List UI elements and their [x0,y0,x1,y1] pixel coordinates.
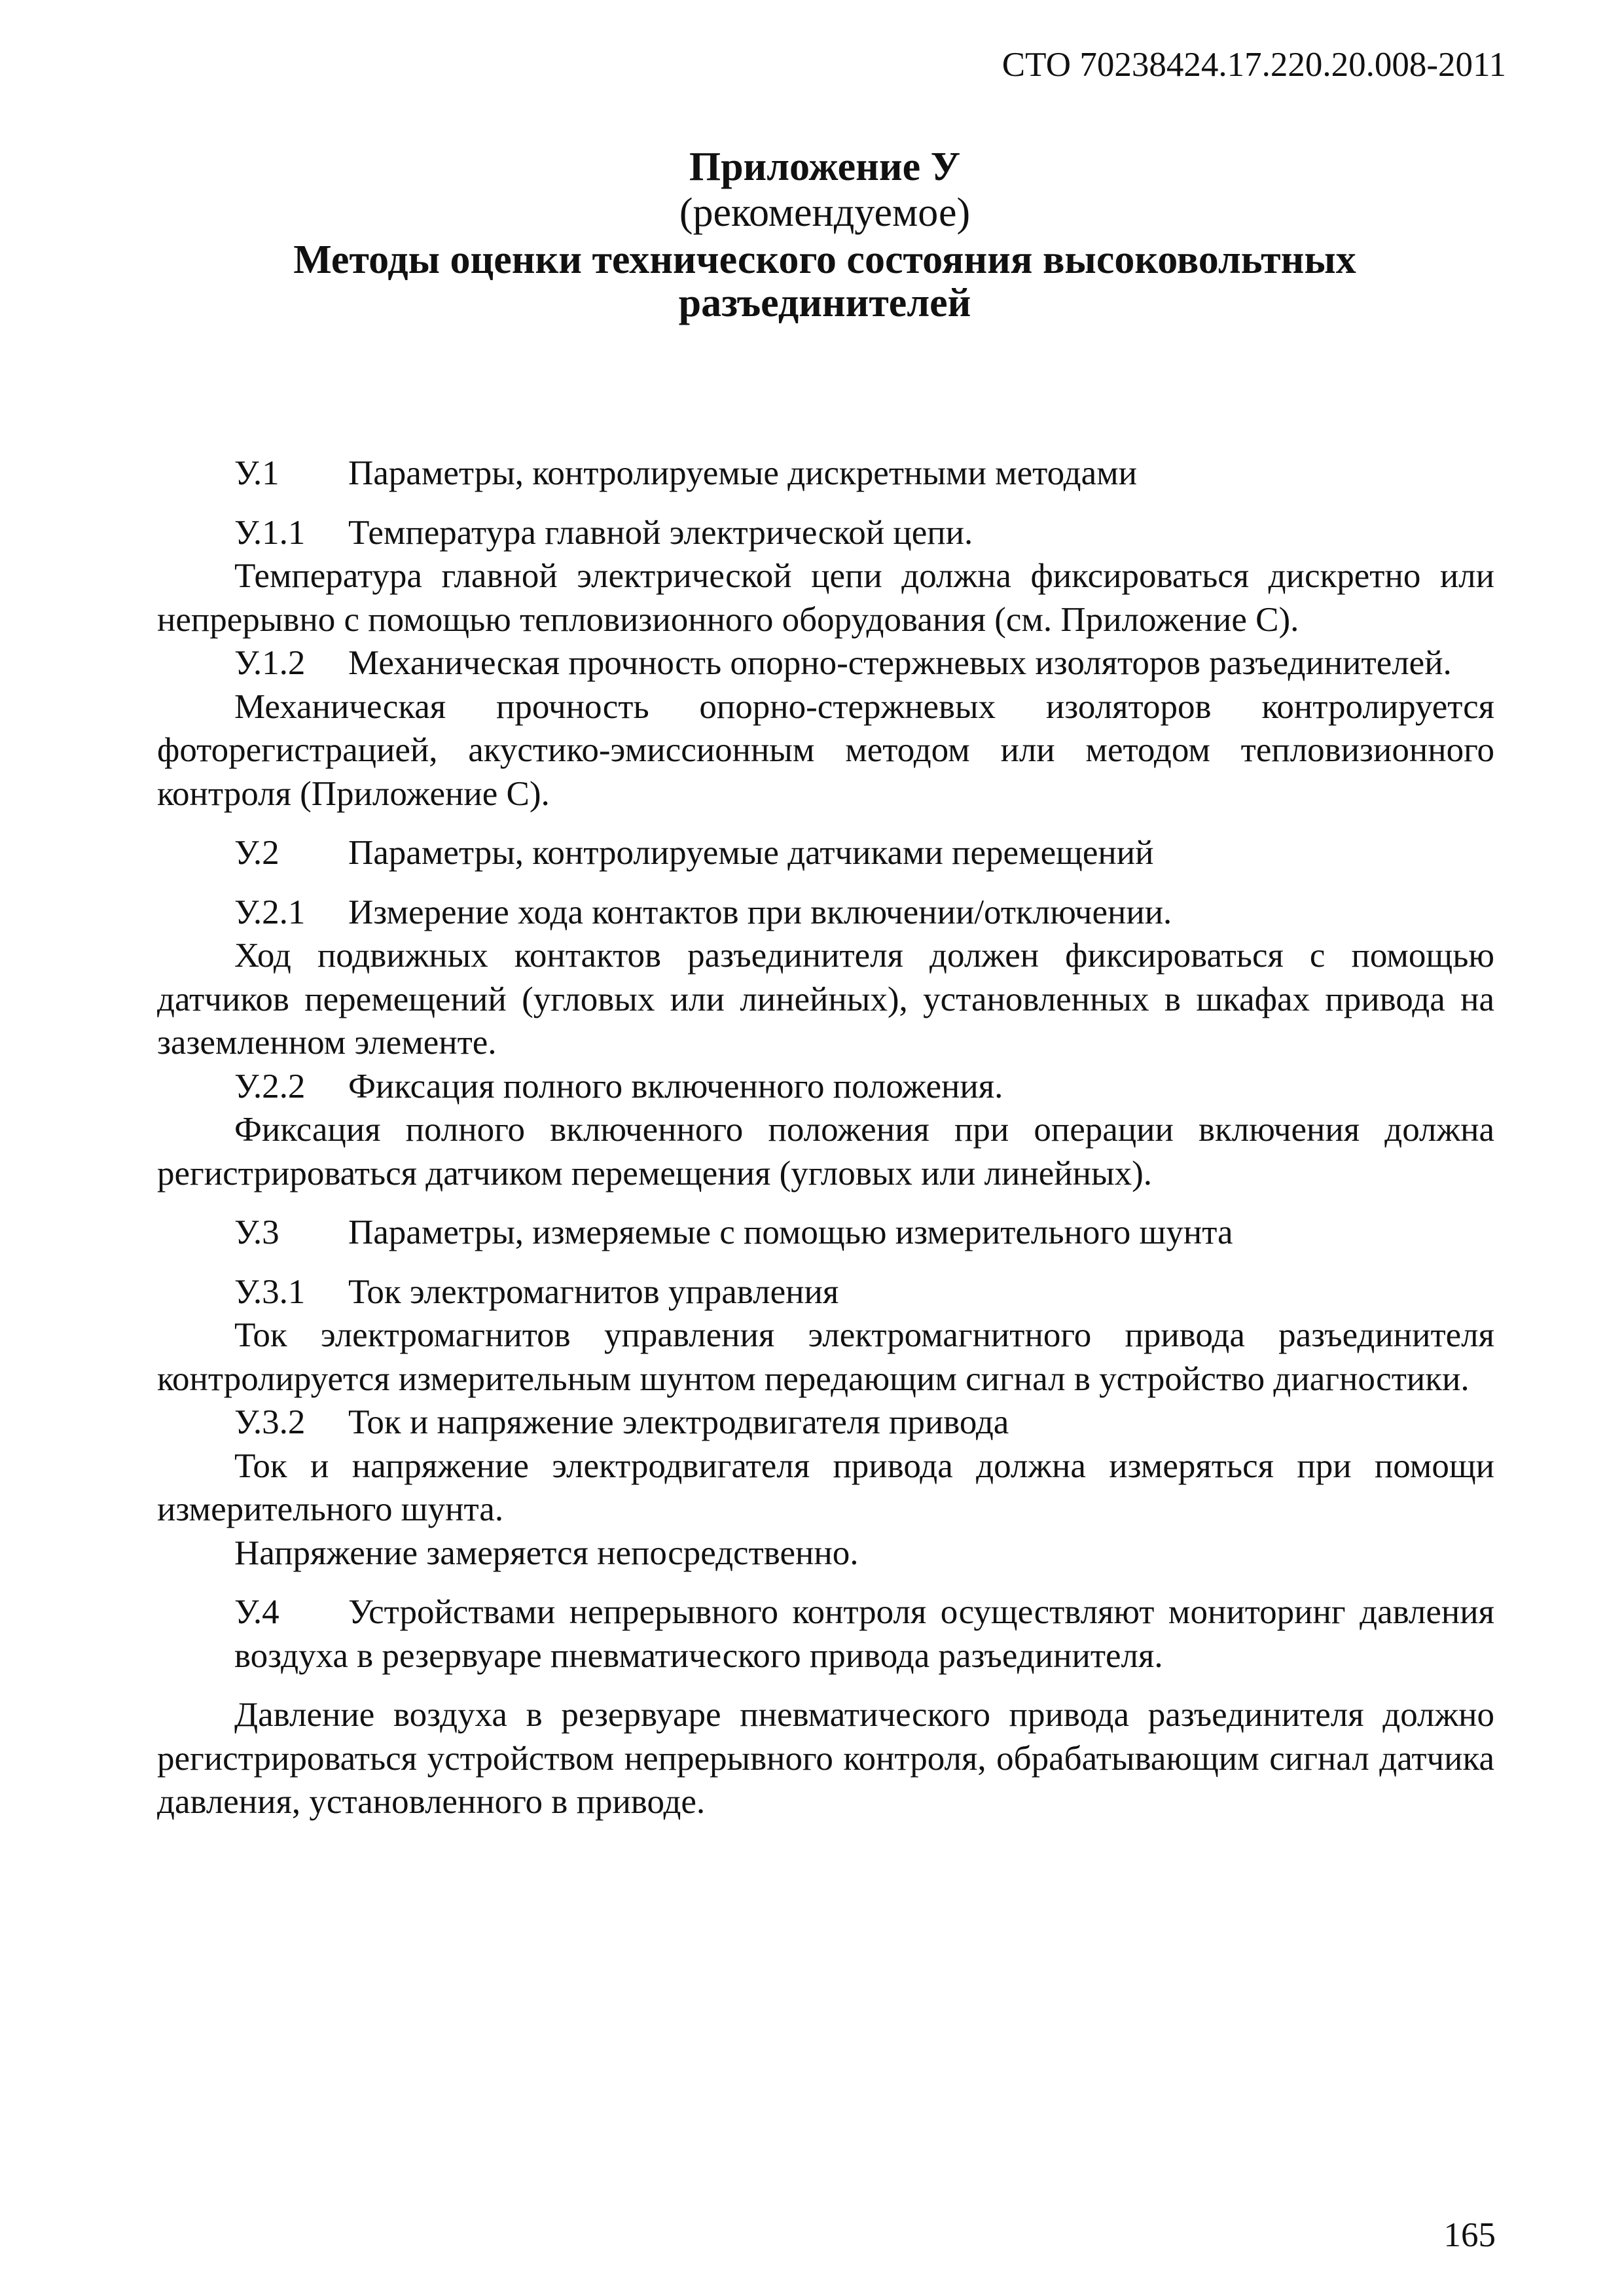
section-title: Устройствами непрерывного контроля осуществляют мониторинг давления воздуха в резервуаре пневматического привода разъединителя. [234,1593,1494,1675]
paragraph-u4: Давление воздуха в резервуаре пневматического привода разъединителя должно регистрироваться устройством непрерывного контроля, обрабатывающим сигнал датчика давления, установленного в приводе. [157,1696,1494,1821]
section-title: Параметры, измеряемые с помощью измерительного шунта [348,1213,1233,1251]
appendix-status: (рекомендуемое) [679,190,971,235]
section-number: У.4 [234,1593,280,1631]
subsection-heading-u2-1 [157,891,1494,935]
subsection-number: У.3.2 [234,1403,306,1441]
document-body [157,452,1494,1824]
subsection-title: Температура главной электрической цепи. [348,513,973,552]
paragraph-u3-2: Ток и напряжение электродвигателя привода должна измеряться при помощи измерительного шунта. [157,1446,1494,1528]
subsection-heading-u1-2 [157,641,1494,685]
subsection-title: Фиксация полного включенного положения. [348,1067,1003,1105]
appendix-label: Приложение У [689,145,961,189]
section-heading-u3 [157,1211,1494,1255]
subsection-title: Измерение хода контактов при включении/отключении. [348,893,1172,931]
appendix-title-block [157,145,1492,325]
paragraph-u2-1: Ход подвижных контактов разъединителя должен фиксироваться с помощью датчиков перемещений (угловых или линейных), установленных в шкафах привода на заземленном элементе. [157,937,1494,1062]
subsection-heading-u3-1 [157,1270,1494,1314]
section-heading-u1 [157,452,1494,495]
subsection-heading-u1-1 [157,511,1494,555]
section-heading-u2 [157,831,1494,875]
section-title: Параметры, контролируемые дискретными методами [348,454,1137,492]
page-number: 165 [1443,2216,1496,2254]
subsection-number: У.1.2 [234,644,306,682]
section-number: У.1 [234,454,280,492]
subsection-number: У.3.1 [234,1272,306,1311]
subsection-heading-u2-2 [157,1065,1494,1109]
document-code: СТО 70238424.17.220.20.008-2011 [1001,46,1506,84]
subsection-number: У.1.1 [234,513,306,552]
paragraph-u2-2: Фиксация полного включенного положения при операции включения должна регистрироваться датчиком перемещения (угловых или линейных). [157,1111,1494,1193]
appendix-heading-line-2: разъединителей [678,281,971,325]
subsection-title: Ток и напряжение электродвигателя привода [348,1403,1009,1441]
subsection-title: Механическая прочность опорно-стержневых изоляторов разъединителей. [348,644,1452,682]
paragraph-u1-1: Температура главной электрической цепи должна фиксироваться дискретно или непрерывно с помощью тепловизионного оборудования (см. Приложение С). [157,557,1494,639]
section-title: Параметры, контролируемые датчиками перемещений [348,834,1154,872]
section-heading-u4 [157,1590,1494,1677]
appendix-heading-line-1: Методы оценки технического состояния высоковольтных [293,238,1356,282]
paragraph-u1-2: Механическая прочность опорно-стержневых изоляторов контролируется фоторегистрацией, акустико-эмиссионным методом или методом тепловизионного контроля (Приложение С). [157,687,1494,813]
subsection-number: У.2.2 [234,1067,306,1105]
section-number: У.3 [234,1213,280,1251]
paragraph-u3-2-voltage: Напряжение замеряется непосредственно. [234,1534,859,1572]
subsection-title: Ток электромагнитов управления [348,1272,839,1311]
section-number: У.2 [234,834,280,872]
subsection-heading-u3-2 [157,1401,1494,1444]
paragraph-u3-1: Ток электромагнитов управления электромагнитного привода разъединителя контролируется измерительным шунтом передающим сигнал в устройство диагностики. [157,1316,1494,1398]
subsection-number: У.2.1 [234,893,306,931]
